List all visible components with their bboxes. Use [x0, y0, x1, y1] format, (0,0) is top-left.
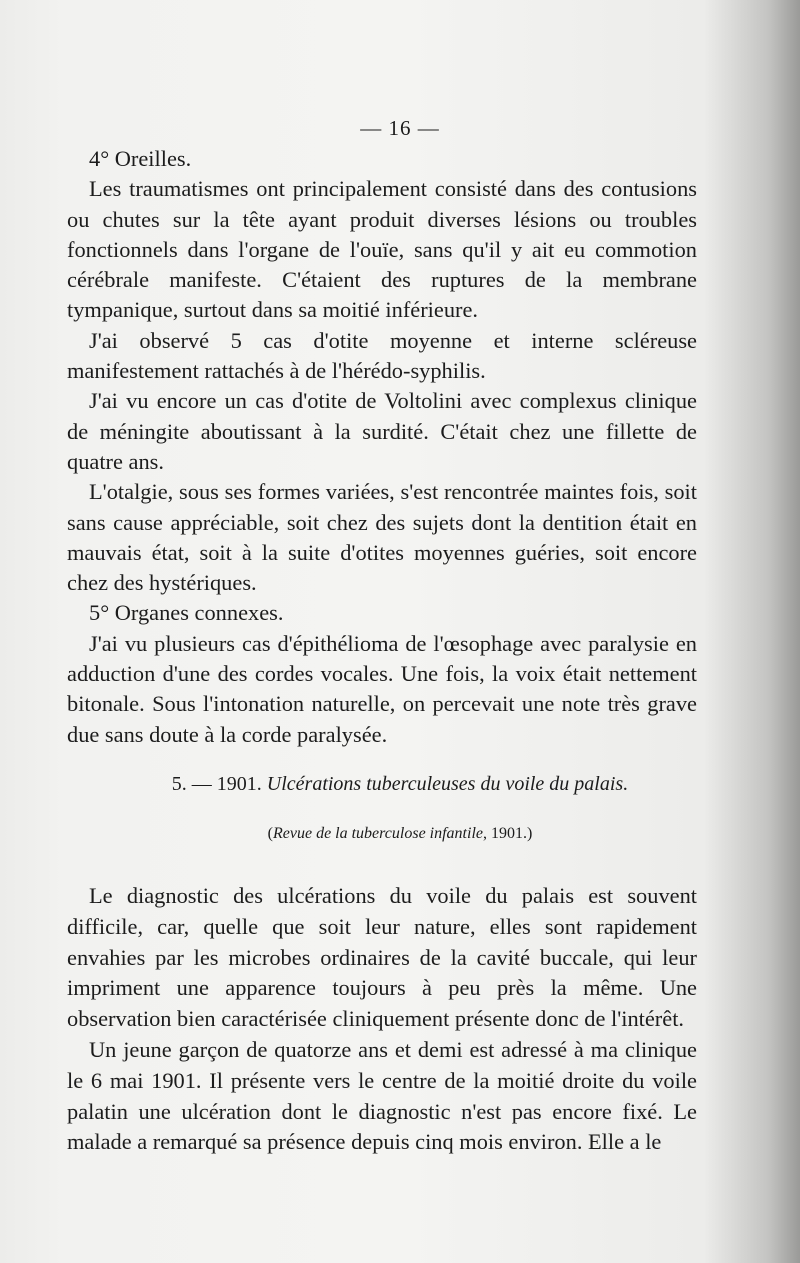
entry-source	[0, 825, 800, 843]
paragraph-traumatismes: Les traumatismes ont principalement consisté dans des contusions ou chutes sur la tête ayant produit diverses lésions ou troubles fonctionnels dans l'organe de l'ouïe, sans qu'il y ait eu commotion cérébrale manifeste. C'étaient des ruptures de la membrane tympanique, surtout dans sa moitié inférieure.	[67, 176, 697, 323]
entry-source-journal: Revue de la tuberculose infantile	[272, 825, 483, 842]
entry-source-open: (	[267, 825, 273, 842]
entry-heading	[0, 773, 800, 796]
entry-body	[67, 881, 697, 1158]
paragraph-diagnostic: Le diagnostic des ulcérations du voile du palais est souvent difficile, car, quelle que soit leur nature, elles sont rapidement envahies par les microbes ordinaires de la cavité buccale, qui leur impriment une apparence toujours à peu près la même. Une observation bien caractérisée cliniquement présente donc de l'intérêt.	[67, 883, 697, 1032]
entry-title: Ulcérations tuberculeuses du voile du palais.	[266, 773, 629, 795]
ears-and-organs-section	[67, 144, 697, 750]
paragraph-epithelioma: J'ai vu plusieurs cas d'épithélioma de l'œsophage avec paralysie en adduction d'une des cordes vocales. Une fois, la voix était nettement bitonale. Sous l'intonation naturelle, on percevait une note très grave due sans doute à la corde paralysée.	[67, 630, 697, 747]
paragraph-case-report: Un jeune garçon de quatorze ans et demi est adressé à ma clinique le 6 mai 1901. Il présente vers le centre de la moitié droite du voile palatin une ulcération dont le diagnostic n'est pas encore fixé. Le malade a remarqué sa présence depuis cinq mois environ. Elle a le	[67, 1036, 697, 1155]
page-number: — 16 —	[360, 116, 440, 140]
paragraph-otalgie: L'otalgie, sous ses formes variées, s'est rencontrée maintes fois, soit sans cause appréciable, soit chez des sujets dont la dentition était en mauvais état, soit à la suite d'otites moyennes guéries, soit encore chez des hystériques.	[67, 479, 697, 596]
entry-source-close: , 1901.)	[483, 825, 533, 842]
paragraph-otite-voltolini: J'ai vu encore un cas d'otite de Voltolini avec complexus clinique de méningite aboutissant à la surdité. C'était chez une fillette de quatre ans.	[67, 388, 697, 474]
entry-number-year: 5. — 1901.	[171, 773, 262, 795]
paragraph-otite-scléreuse: J'ai observé 5 cas d'otite moyenne et interne scléreuse manifestement rattachés à de l'hérédo-syphilis.	[67, 327, 697, 384]
section-heading-ears: 4° Oreilles.	[89, 146, 192, 171]
section-heading-organs: 5° Organes connexes.	[89, 600, 284, 626]
